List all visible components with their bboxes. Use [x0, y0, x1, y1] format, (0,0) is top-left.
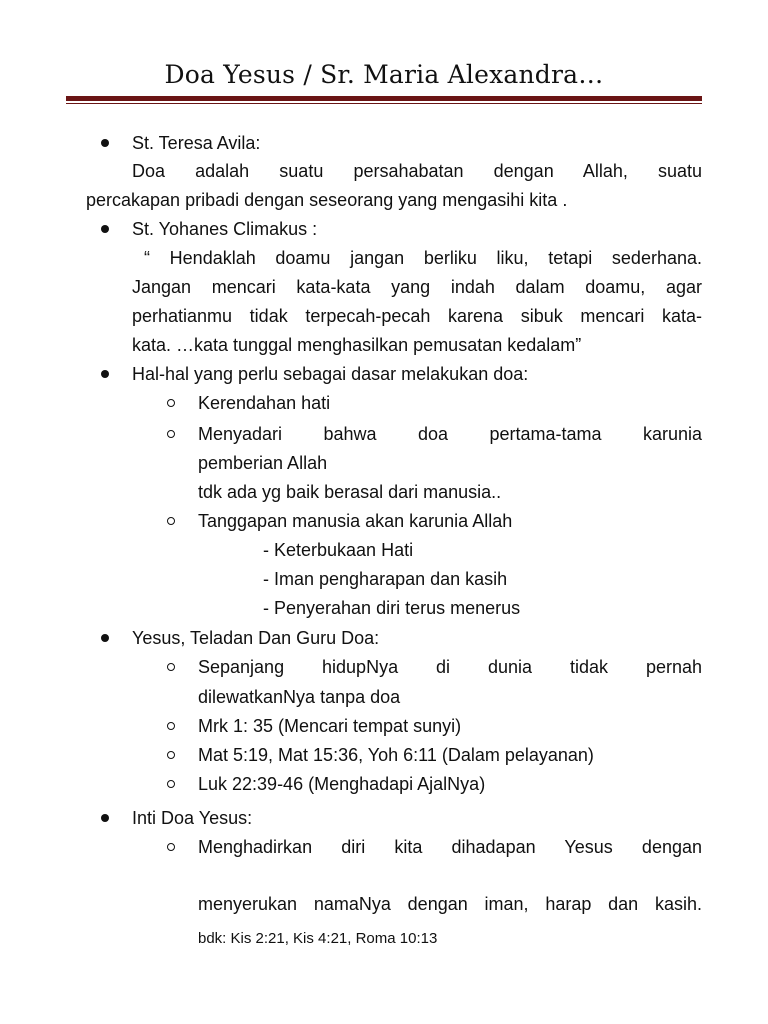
list-item: Sepanjang hidupNya di dunia tidak pernah [198, 657, 702, 677]
list-item-continued: pemberian Allah [198, 453, 328, 473]
list-item-continued: dilewatkanNya tanpa doa [198, 687, 401, 707]
list-item: Menyadari bahwa doa pertama-tama karunia [198, 424, 702, 444]
circle-bullet-icon [167, 663, 175, 671]
list-item-continued: tdk ada yg baik berasal dari manusia.. [198, 482, 502, 502]
sub-list-item: - Keterbukaan Hati [263, 540, 414, 560]
sub-list-item: - Penyerahan diri terus menerus [263, 598, 521, 618]
circle-bullet-icon [167, 517, 175, 525]
circle-bullet-icon [167, 430, 175, 438]
quote-line: Jangan mencari kata-kata yang indah dalam doamu, agar [132, 277, 702, 297]
bullet-icon [101, 634, 109, 642]
paragraph-line: percakapan pribadi dengan seseorang yang mengasihi kita . [86, 190, 568, 210]
circle-bullet-icon [167, 751, 175, 759]
bullet-icon [101, 370, 109, 378]
list-item: Menghadirkan diri kita dihadapan Yesus dengan [198, 837, 702, 857]
title-underline-thick [66, 96, 702, 101]
list-item: Mat 5:19, Mat 15:36, Yoh 6:11 (Dalam pelayanan) [198, 745, 594, 765]
scripture-reference: bdk: Kis 2:21, Kis 4:21, Roma 10:13 [198, 930, 438, 947]
bullet-icon [101, 139, 109, 147]
sub-list-item: - Iman pengharapan dan kasih [263, 569, 508, 589]
circle-bullet-icon [167, 399, 175, 407]
bullet-icon [101, 814, 109, 822]
list-item: Luk 22:39-46 (Menghadapi AjalNya) [198, 774, 486, 794]
bullet-icon [101, 225, 109, 233]
quote-line: kata. …kata tunggal menghasilkan pemusatan kedalam” [132, 335, 582, 355]
circle-bullet-icon [167, 843, 175, 851]
circle-bullet-icon [167, 722, 175, 730]
section-heading: Hal-hal yang perlu sebagai dasar melakukan doa: [132, 364, 529, 384]
list-item: Mrk 1: 35 (Mencari tempat sunyi) [198, 716, 462, 736]
list-item-continued: menyerukan namaNya dengan iman, harap dan kasih. [198, 894, 702, 914]
quote-line: perhatianmu tidak terpecah-pecah karena sibuk mencari kata- [132, 306, 702, 326]
paragraph-line: Doa adalah suatu persahabatan dengan Allah, suatu [132, 161, 702, 181]
circle-bullet-icon [167, 780, 175, 788]
list-item: Tanggapan manusia akan karunia Allah [198, 511, 513, 531]
section-heading: St. Yohanes Climakus : [132, 219, 318, 239]
list-item: Kerendahan hati [198, 393, 331, 413]
title-underline-thin [66, 103, 702, 104]
section-heading: St. Teresa Avila: [132, 133, 261, 153]
quote-line: “ Hendaklah doamu jangan berliku liku, tetapi sederhana. [144, 248, 702, 268]
page-title: Doa Yesus / Sr. Maria Alexandra… [164, 60, 604, 89]
section-heading: Inti Doa Yesus: [132, 808, 253, 828]
section-heading: Yesus, Teladan Dan Guru Doa: [132, 628, 380, 648]
